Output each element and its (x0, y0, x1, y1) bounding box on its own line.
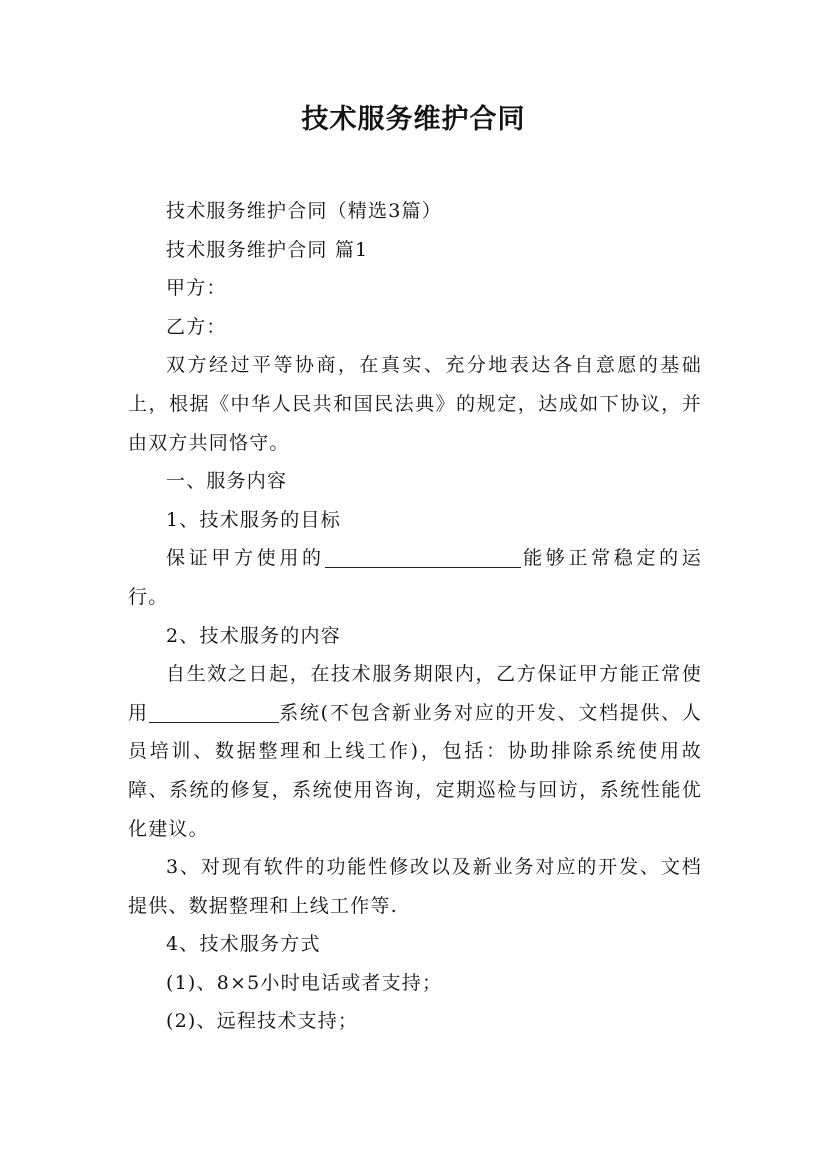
document-title: 技术服务维护合同 (301, 104, 526, 135)
service-goal-text-start: 保证甲方使用的 (166, 547, 325, 570)
paragraph-section-heading: 技术服务维护合同 篇1 (166, 238, 369, 261)
paragraph-service-goal-heading: 1、技术服务的目标 (166, 508, 341, 531)
paragraph-software-modification: 3、对现有软件的功能性修改以及新业务对应的开发、文档提供、数据整理和上线工作等. (128, 856, 702, 917)
document-body (128, 192, 702, 1041)
service-goal-text-end: 能够正常稳定的运行。 (128, 547, 702, 608)
service-content-text-end: 系统(不包含新业务对应的开发、文档提供、人员培训、数据整理和上线工作)，包括：协助排除系统使用故障、系统的修复，系统使用咨询，定期巡检与回访，系统性能优化建议。 (128, 701, 702, 840)
service-content-text-start: 自生效之日起，在技术服务期限内，乙方保证甲方能正常使用 (128, 663, 702, 724)
paragraph-service-method-heading: 4、技术服务方式 (166, 933, 321, 956)
paragraph-service-content-subheading: 2、技术服务的内容 (166, 624, 341, 647)
fill-in-blank-system (149, 700, 279, 723)
paragraph-subtitle: 技术服务维护合同（精选3篇） (166, 200, 442, 222)
paragraph-preamble: 双方经过平等协商，在真实、充分地表达各自意愿的基础上，根据《中华人民共和国民法典》的规定，达成如下协议，并由双方共同恪守。 (128, 354, 702, 454)
paragraph-service-content (128, 655, 702, 848)
paragraph-service-content-heading: 一、服务内容 (166, 470, 288, 493)
paragraph-party-a: 甲方： (166, 277, 227, 300)
paragraph-party-b: 乙方： (166, 315, 227, 338)
fill-in-blank-system-name (325, 545, 521, 568)
paragraph-phone-support: (1)、8×5小时电话或者支持； (166, 971, 443, 994)
paragraph-remote-support: (2)、远程技术支持； (166, 1010, 359, 1033)
paragraph-service-goal (128, 539, 702, 616)
